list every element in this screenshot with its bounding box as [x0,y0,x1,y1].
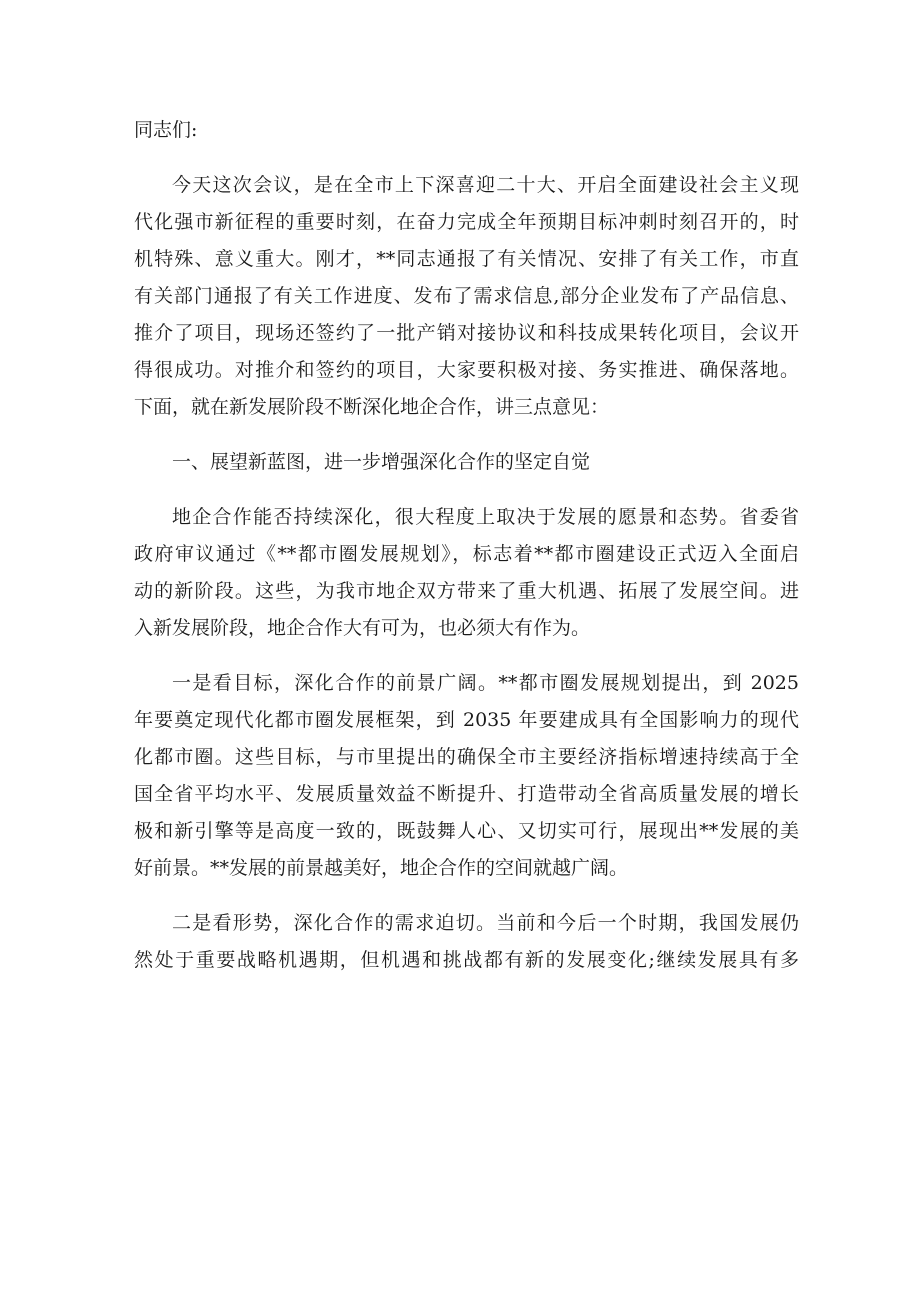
paragraph-cooperation [134,499,799,647]
paragraph-line: 二是看形势，深化合作的需求迫切。当前和今后一个时期，我国发展仍 [172,912,799,934]
document-body [134,112,799,979]
paragraph-line: 今天这次会议，是在全市上下深喜迎二十大、开启全面建设社会主义现 [172,174,799,196]
paragraph-line: 得很成功。对推介和签约的项目，大家要积极对接、务实推进、确保落地。 [134,359,799,381]
paragraph-line: 下面，就在新发展阶段不断深化地企合作，讲三点意见： [134,396,610,418]
paragraph-line: 入新发展阶段，地企合作大有可为，也必须大有作为。 [134,617,591,639]
paragraph-line: 动的新阶段。这些，为我市地企双方带来了重大机遇、拓展了发展空间。进 [134,580,799,602]
paragraph-line: 极和新引擎等是高度一致的，既鼓舞人心、又切实可行，展现出**发展的美 [134,820,799,842]
paragraph-line: 地企合作能否持续深化，很大程度上取决于发展的愿景和态势。省委省 [172,506,799,528]
paragraph-line: 推介了项目，现场还签约了一批产销对接协议和科技成果转化项目，会议开 [134,322,799,344]
section-heading [134,444,799,481]
paragraph-situation [134,905,799,979]
paragraph-line: 机特殊、意义重大。刚才，**同志通报了有关情况、安排了有关工作，市直 [134,248,799,270]
paragraph-line: 一是看目标，深化合作的前景广阔。**都市圈发展规划提出，到 2025 [172,672,799,694]
salutation: 同志们: [134,119,198,141]
paragraph-opening [134,167,799,426]
paragraph-line: 国全省平均水平、发展质量效益不断提升、打造带动全省高质量发展的增长 [134,783,799,805]
paragraph-line: 有关部门通报了有关工作进度、发布了需求信息,部分企业发布了产品信息、 [134,285,799,307]
paragraph-line: 好前景。**发展的前景越美好，地企合作的空间就越广阔。 [134,857,629,879]
paragraph-line: 代化强市新征程的重要时刻，在奋力完成全年预期目标冲刺时刻召开的，时 [134,211,799,233]
paragraph-line: 年要奠定现代化都市圈发展框架，到 2035 年要建成具有全国影响力的现代 [134,709,799,731]
paragraph-goals [134,665,799,887]
heading-line: 一、展望新蓝图，进一步增强深化合作的坚定自觉 [172,451,591,473]
paragraph-line: 政府审议通过《**都市圈发展规划》，标志着**都市圈建设正式迈入全面启 [134,543,799,565]
paragraph-line: 然处于重要战略机遇期，但机遇和挑战都有新的发展变化;继续发展具有多 [134,949,799,971]
paragraph-line: 化都市圈。这些目标，与市里提出的确保全市主要经济指标增速持续高于全 [134,746,799,768]
